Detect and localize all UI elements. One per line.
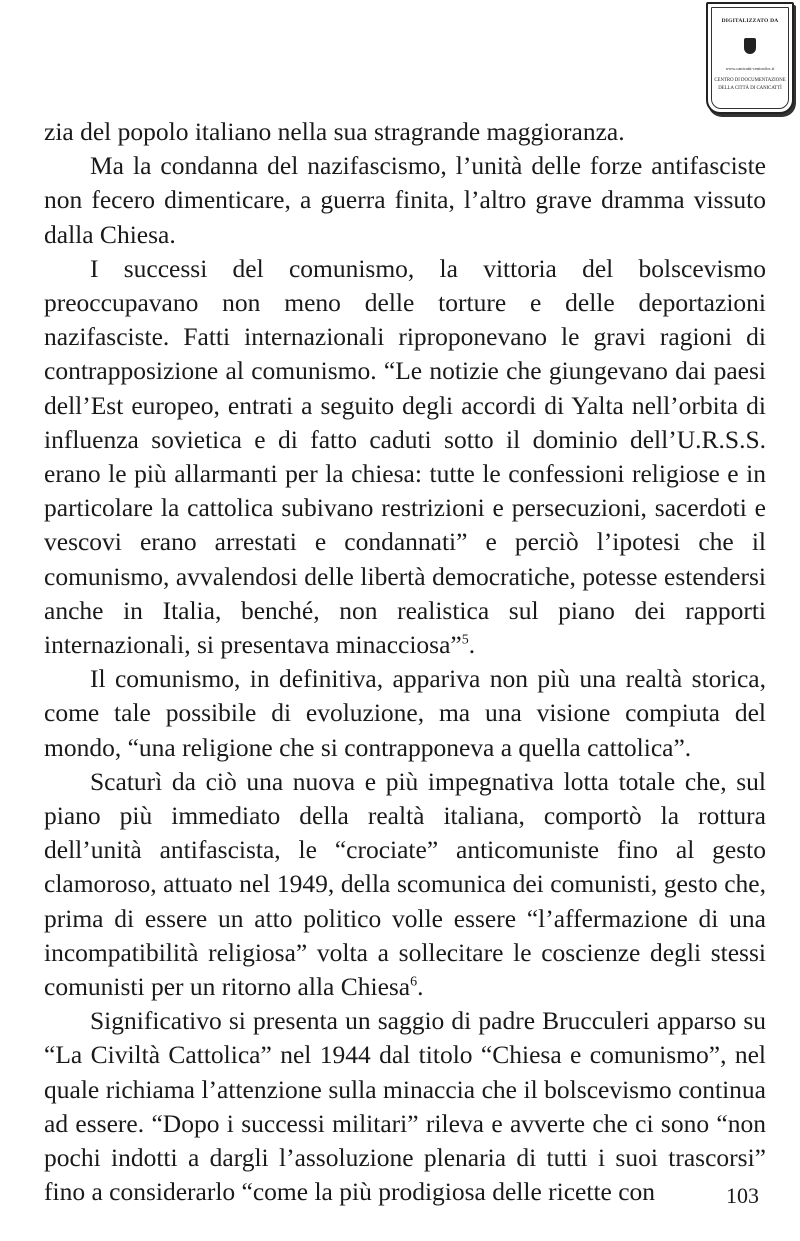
stamp-frame [711,7,789,109]
page-number: 103 [726,1183,759,1208]
paragraph-1: zia del popolo italiano nella sua stragrande maggioranza. [44,117,625,146]
paragraph-6: Significativo si presenta un saggio di padre Brucculeri apparso su “La Civiltà Cattolica” nel 1944 dal titolo “Chiesa e comunismo”, nel quale richiama l’attenzione sulla minaccia che il bolscevismo continua ad essere. “Dopo i successi militari” rileva e avverte che ci sono “non pochi indotti a dargli l’assoluzione plenaria di tutti i suoi trascorsi” fino a considerarlo “come la più prodigiosa delle ricette con [44,1006,766,1207]
paragraph-3: I successi del comunismo, la vittoria del bolscevismo preoccupavano non meno delle torture e delle deportazioni nazifasciste. Fatti internazionali riproponevano le gravi ragioni di contrapposizione al comunismo. “Le notizie che giungevano dai paesi dell’Est europeo, entrati a seguito degli accordi di Yalta nell’orbita di influenza sovietica e di fatto caduti sotto il dominio dell’U.R.S.S. erano le più allarmanti per la chiesa: tutte le confessioni religiose e in particolare la cattolica subivano restrizioni e persecuzioni, sacerdoti e vescovi erano arrestati e condannati” e perciò l’ipotesi che il comunismo, avvalendosi delle libertà democratiche, potesse estendersi anche in Italia, benché, non realistica sul piano dei rapporti internazionali, si presentava minacciosa”$^5$. [44,253,766,660]
stamp-top-text: DIGITALIZZATO DA [721,18,779,24]
page-body [44,115,766,1210]
footnote-ref-6: 6 [410,974,418,990]
footnote-ref-5: 5 [461,632,469,648]
stamp-emblem-icon [744,38,756,54]
digitization-stamp [706,2,794,114]
stamp-line-1: CENTRO DI DOCUMENTAZIONE [714,78,786,83]
paragraph-5: Scaturì da ciò una nuova e più impegnativa lotta totale che, sul piano più immediato della realtà italiana, comportò la rottura dell’unità antifascista, le “crociate” anticomuniste fino al gesto clamoroso, attuato nel 1949, della scomunica dei comunisti, gesto che, prima di essere un atto politico volle essere “l’affermazione di una incompatibilità religiosa” volta a sollecitare le coscienze degli stessi comunisti per un ritorno alla Chiesa$^6$. [44,766,766,1002]
stamp-line-2: DELLA CITTÀ DI CANICATTÌ [718,86,782,91]
paragraph-2: Ma la condanna del nazifascismo, l’unità delle forze antifasciste non fecero dimenticare, a guerra finita, l’altro grave dramma vissuto dalla Chiesa. [44,151,766,249]
paragraph-4: Il comunismo, in definitiva, appariva non più una realtà storica, come tale possibile di evoluzione, ma una visione compiuta del mondo, “una religione che si contrapponeva a quella cattolica”. [44,664,766,762]
stamp-url: www.canicatti-centrodoc.it [725,66,775,71]
